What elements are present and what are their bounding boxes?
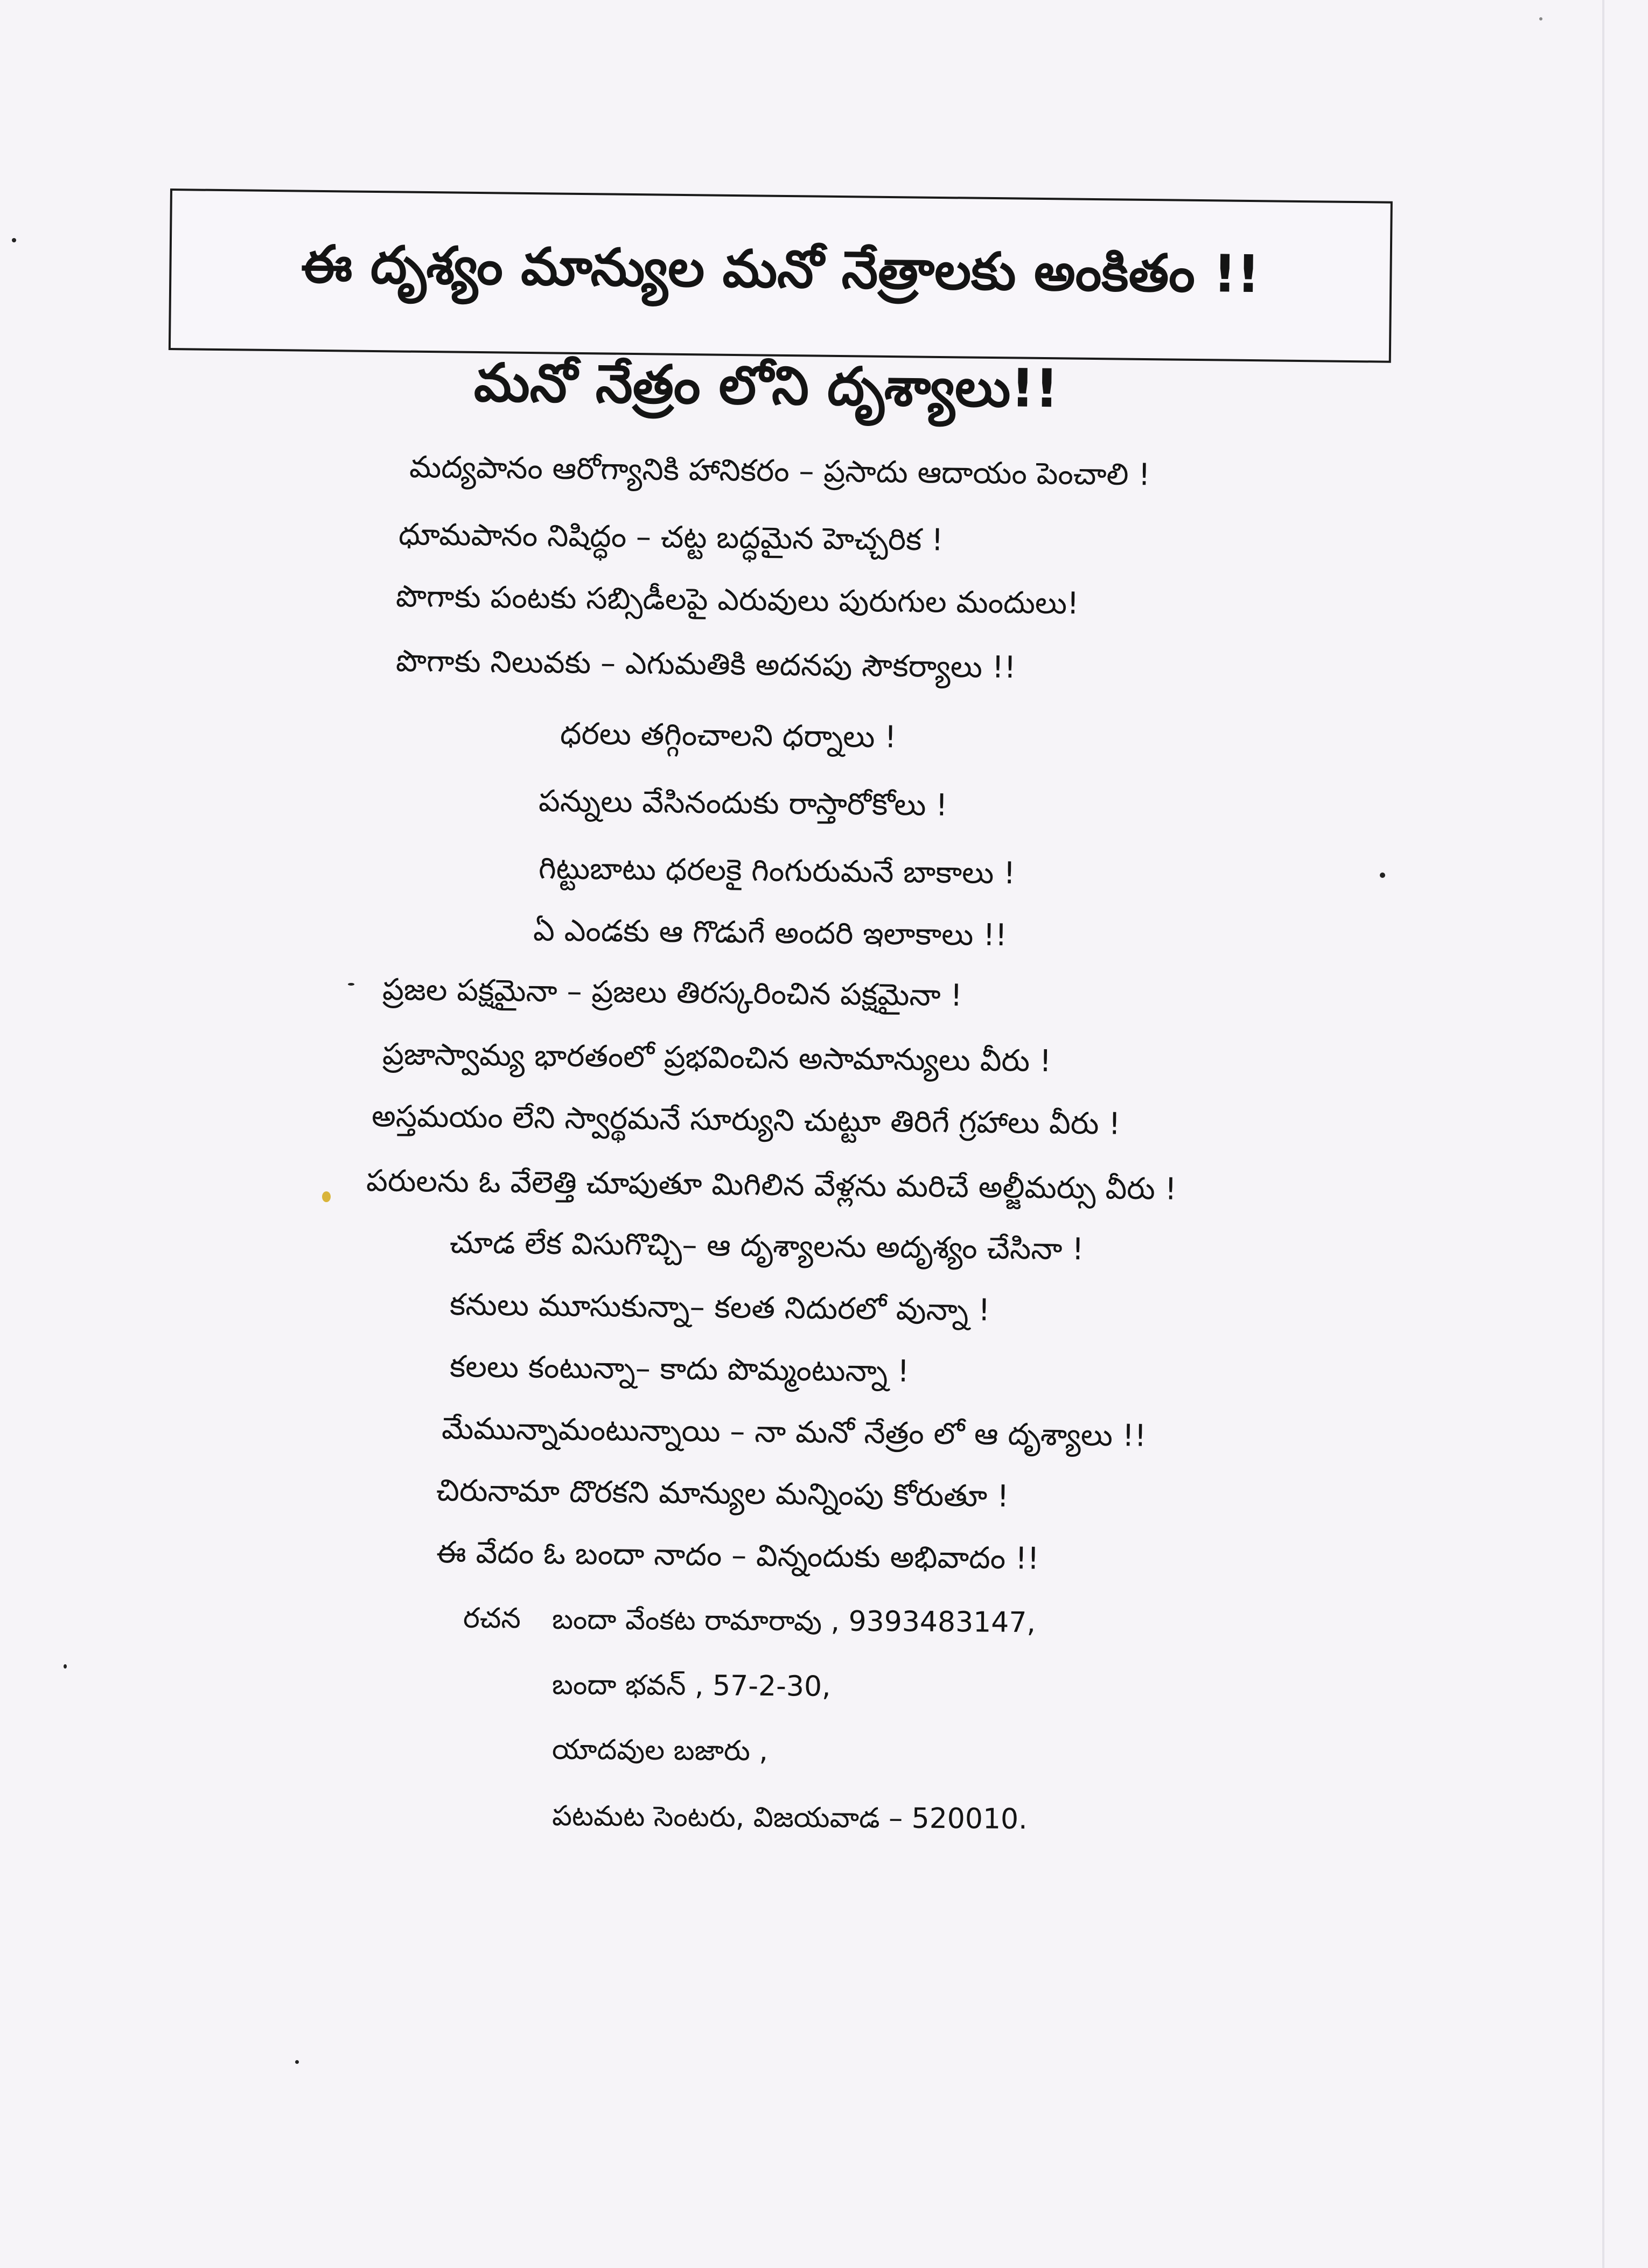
scan-speck <box>1539 17 1542 20</box>
poem-line: మేమున్నామంటున్నాయి – నా మనో నేత్రం లో ఆ దృశ్యాలు !! <box>441 1411 1147 1454</box>
dedication-text: ఈ దృశ్యం మాన్యుల మనో నేత్రాలకు అంకితం !! <box>301 234 1261 305</box>
dedication-box <box>169 189 1393 363</box>
scan-edge <box>1602 0 1604 2268</box>
poem-line: అస్తమయం లేని స్వార్థమనే సూర్యుని చుట్టూ తిరిగే గ్రహాలు వీరు ! <box>371 1099 1121 1142</box>
poem-line: ప్రజాస్వామ్య భారతంలో ప్రభవించిన అసామాన్యులు వీరు ! <box>382 1037 1052 1079</box>
poem-line: ధరలు తగ్గించాలని ధర్నాలు ! <box>560 716 897 755</box>
poem-line: ఏ ఎండకు ఆ గొడుగే అందరి ఇలాకాలు !! <box>533 913 1008 953</box>
scan-speck <box>322 1191 331 1202</box>
poem-line: కనులు మూసుకున్నా– కలత నిదురలో వున్నా ! <box>449 1287 990 1328</box>
scan-speck <box>12 238 16 242</box>
scan-speck <box>64 1664 67 1669</box>
poem-line: గిట్టుబాటు ధరలకై గింగురుమనే బాకాలు ! <box>538 851 1016 891</box>
credit-line: యాదవుల బజారు , <box>551 1733 769 1768</box>
credit-line: పటమట సెంటరు, విజయవాడ – 520010. <box>551 1799 1028 1836</box>
credit-label: రచన <box>463 1602 521 1635</box>
scan-speck <box>1380 873 1385 878</box>
poem-line: చూడ లేక విసుగొచ్చి– ఆ దృశ్యాలను అదృశ్యం చేసినా ! <box>449 1225 1085 1267</box>
poem-line: ధూమపానం నిషిద్ధం – చట్ట బద్ధమైన హెచ్చరిక ! <box>398 517 944 558</box>
poem-line: పరులను ఓ వేలెత్తి చూపుతూ మిగిలిన వేళ్లను మరిచే అల్జీమర్సు వీరు ! <box>366 1163 1177 1207</box>
credit-line: బందా భవన్ , 57-2-30, <box>551 1669 831 1703</box>
poem-line: ప్రజల పక్షమైనా – ప్రజలు తిరస్కరించిన పక్షమైనా ! <box>382 972 963 1014</box>
poem-line: మద్యపానం ఆరోగ్యానికి హానికరం – ప్రసాదు ఆదాయం పెంచాలి ! <box>409 450 1151 493</box>
poem-line: పన్నులు వేసినందుకు రాస్తారోకోలు ! <box>538 784 948 823</box>
page-title: మనో నేత్రం లోని దృశ్యాలు!! <box>473 352 1059 420</box>
scan-speck <box>348 983 354 986</box>
poem-line: పొగాకు నిలువకు – ఎగుమతికి అదనపు సౌకర్యాలు !! <box>395 644 1016 686</box>
poem-line: ఈ వేదం ఓ బందా నాదం – విన్నందుకు అభివాదం !! <box>436 1535 1040 1576</box>
poem-line: పొగాకు పంటకు సబ్సిడీలపై ఎరువులు పురుగుల మందులు! <box>395 579 1079 622</box>
scan-speck <box>295 2060 299 2064</box>
poem-line: చిరునామా దొరకని మాన్యుల మన్నింపు కోరుతూ ! <box>436 1473 1009 1515</box>
poem-line: కలలు కంటున్నా– కాదు పొమ్మంటున్నా ! <box>449 1349 910 1389</box>
credit-line: బందా వేంకట రామారావు , 9393483147, <box>551 1603 1036 1639</box>
